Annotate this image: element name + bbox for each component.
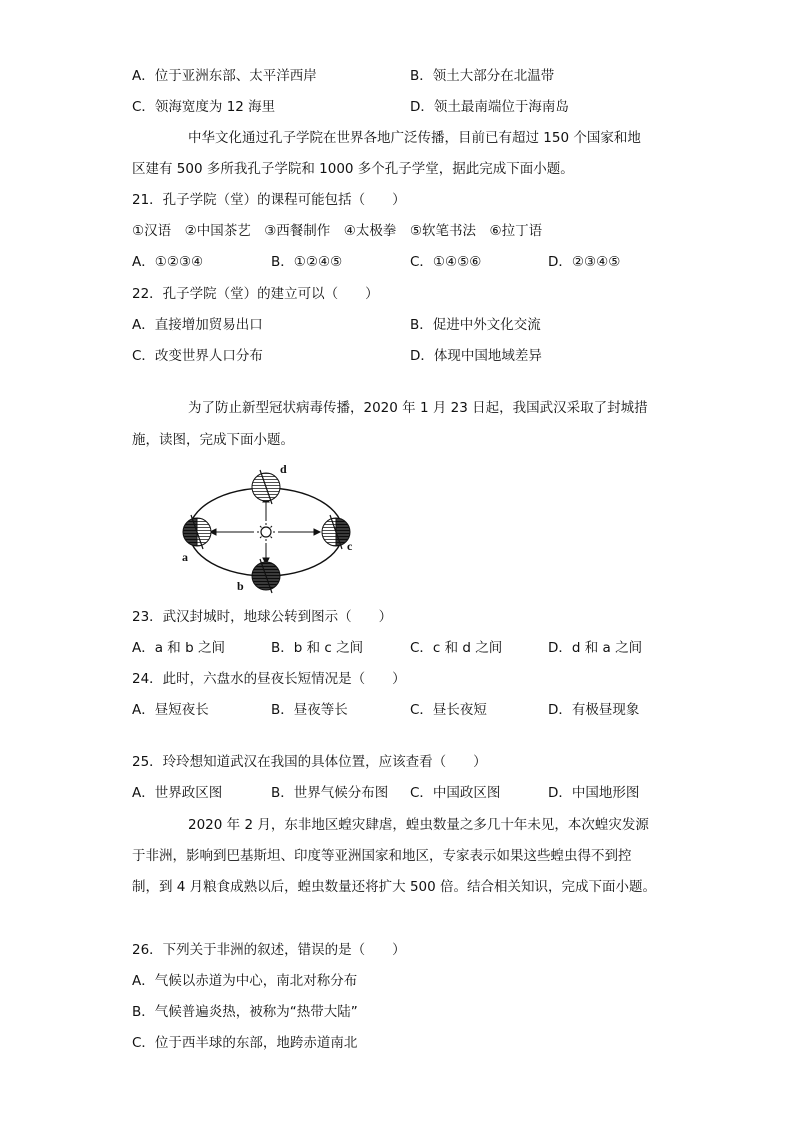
passage2-line1: 为了防止新型冠状病毒传播，2020 年 1 月 23 日起，我国武汉采取了封城措	[188, 400, 648, 416]
q20-option-d: D．领土最南端位于海南岛	[410, 99, 569, 115]
q22-option-a: A．直接增加贸易出口	[132, 317, 263, 333]
q26-option-a: A．气候以赤道为中心，南北对称分布	[132, 973, 358, 989]
sun-icon	[257, 523, 275, 541]
q23-stem: 23．武汉封城时，地球公转到图示（ ）	[132, 609, 393, 625]
earth-position-d	[252, 470, 280, 504]
q23-option-c: C．c 和 d 之间	[410, 640, 503, 656]
q23-option-b: B．b 和 c 之间	[271, 640, 364, 656]
q22-option-d: D．体现中国地域差异	[410, 348, 542, 364]
q20-option-b: B．领土大部分在北温带	[410, 68, 555, 84]
q25-option-b: B．世界气候分布图	[271, 785, 389, 801]
q21-items: ①汉语 ②中国茶艺 ③西餐制作 ④太极拳 ⑤软笔书法 ⑥拉丁语	[132, 223, 543, 239]
q24-option-a: A．昼短夜长	[132, 702, 209, 718]
earth-position-c	[322, 515, 350, 549]
q22-option-c: C．改变世界人口分布	[132, 348, 263, 364]
q21-option-c: C．①④⑤⑥	[410, 254, 482, 270]
q26-stem: 26．下列关于非洲的叙述，错误的是（ ）	[132, 942, 406, 958]
earth-position-a	[183, 515, 211, 549]
passage3-line2: 于非洲，影响到巴基斯坦、印度等亚洲国家和地区，专家表示如果这些蝗虫得不到控	[132, 848, 632, 864]
label-b: b	[237, 579, 244, 593]
q25-option-a: A．世界政区图	[132, 785, 223, 801]
earth-position-b	[252, 559, 280, 593]
q26-option-b: B．气候普遍炎热，被称为“热带大陆”	[132, 1004, 358, 1020]
earth-orbit-diagram	[170, 460, 360, 595]
q21-option-b: B．①②④⑤	[271, 254, 343, 270]
q22-stem: 22．孔子学院（堂）的建立可以（ ）	[132, 286, 379, 302]
q23-option-a: A．a 和 b 之间	[132, 640, 225, 656]
label-c: c	[347, 539, 353, 553]
q20-option-c: C．领海宽度为 12 海里	[132, 99, 276, 115]
passage1-line1: 中华文化通过孔子学院在世界各地广泛传播，目前已有超过 150 个国家和地	[188, 130, 641, 146]
q25-option-d: D．中国地形图	[548, 785, 640, 801]
q21-stem: 21．孔子学院（堂）的课程可能包括（ ）	[132, 192, 406, 208]
q26-option-c: C．位于西半球的东部，地跨赤道南北	[132, 1035, 358, 1051]
passage1-line2: 区建有 500 多所我孔子学院和 1000 多个孔子学堂，据此完成下面小题。	[132, 161, 574, 177]
q23-option-d: D．d 和 a 之间	[548, 640, 643, 656]
q25-stem: 25．玲玲想知道武汉在我国的具体位置，应该查看（ ）	[132, 754, 487, 770]
passage3-line1: 2020 年 2 月，东非地区蝗灾肆虐，蝗虫数量之多几十年未见，本次蝗灾发源	[188, 817, 649, 833]
q22-option-b: B．促进中外文化交流	[410, 317, 541, 333]
q20-option-a: A．位于亚洲东部、太平洋西岸	[132, 68, 317, 84]
passage3-line3: 制，到 4 月粮食成熟以后，蝗虫数量还将扩大 500 倍。结合相关知识，完成下面小题。	[132, 879, 657, 895]
q25-option-c: C．中国政区图	[410, 785, 501, 801]
q24-option-c: C．昼长夜短	[410, 702, 487, 718]
q24-option-d: D．有极昼现象	[548, 702, 640, 718]
q21-option-a: A．①②③④	[132, 254, 204, 270]
q21-option-d: D．②③④⑤	[548, 254, 621, 270]
label-a: a	[182, 550, 188, 564]
q24-option-b: B．昼夜等长	[271, 702, 348, 718]
label-d: d	[280, 462, 287, 476]
q24-stem: 24．此时，六盘水的昼夜长短情况是（ ）	[132, 671, 406, 687]
passage2-line2: 施，读图，完成下面小题。	[132, 432, 294, 448]
